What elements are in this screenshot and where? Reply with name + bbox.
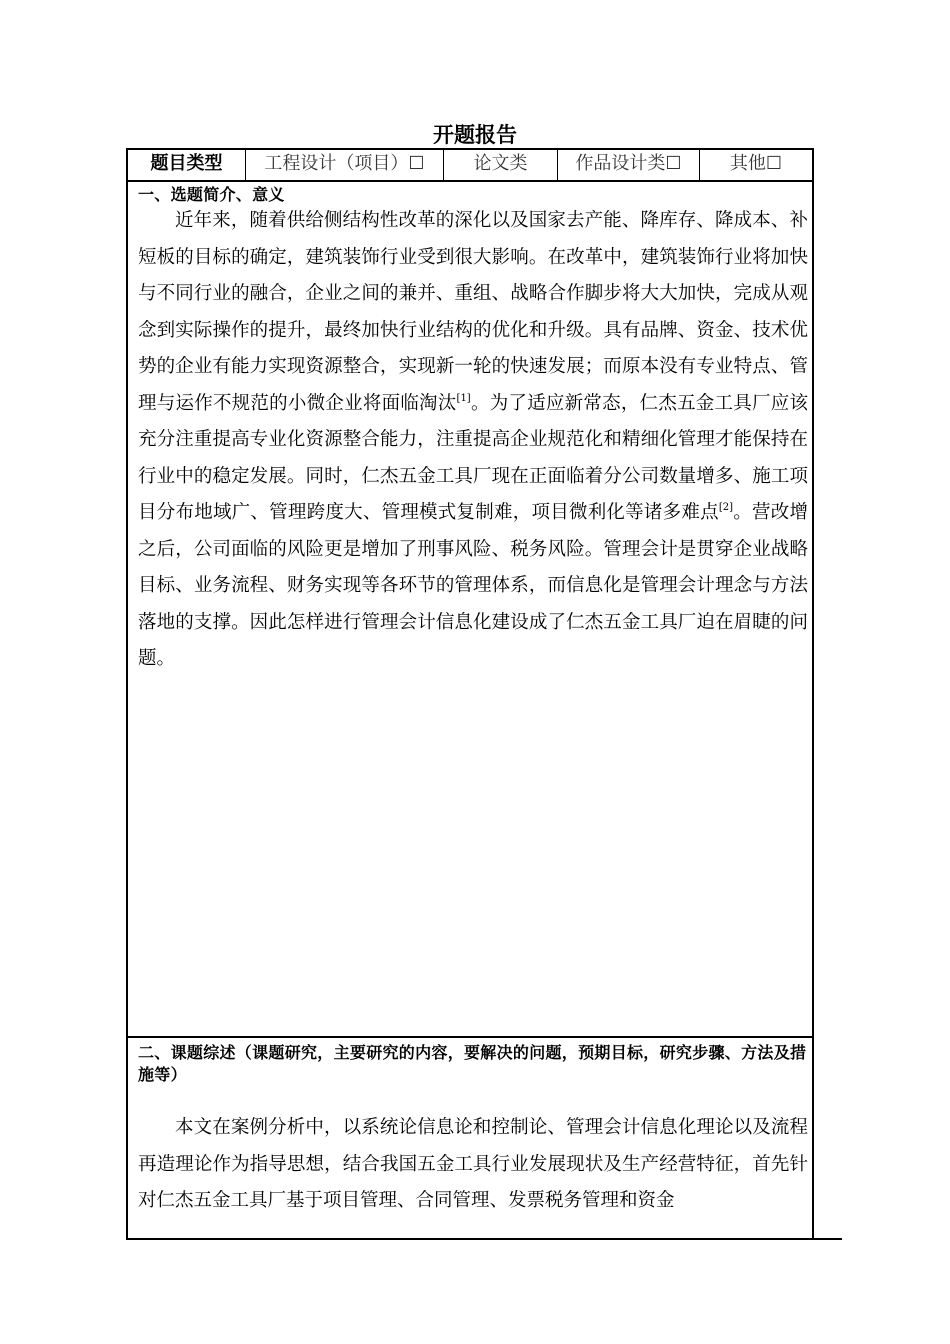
section-paragraph xyxy=(138,203,808,678)
footnote-rule xyxy=(814,1238,842,1240)
paragraph-text: 。营改增之后，公司面临的风险更是增加了刑事风险、税务风险。管理会计是贯穿企业战略目标、业务流程、财务实现等各环节的管理体系，而信息化是管理会计理念与方法落地的支撑。因此怎样进行管理会计信息化建设成了仁杰五金工具厂迫在眉睫的问题。 xyxy=(138,502,808,669)
paragraph-text: 。为了适应新常态，仁杰五金工具厂应该充分注重提高专业化资源整合能力，注重提高企业规范化和精细化管理才能保持在行业中的稳定发展。同时，仁杰五金工具厂现在正面临着分公司数量增多、施工项目分布地域广、管理跨度大、管理模式复制难，项目微利化等诸多难点 xyxy=(138,392,808,523)
option-work-design: 作品设计类☐ xyxy=(558,150,700,180)
section-paragraph: 本文在案例分析中，以系统论信息论和控制论、管理会计信息化理论以及流程再造理论作为指导思想，结合我国五金工具行业发展现状及生产经营特征，首先针对仁杰五金工具厂基于项目管理、合同管理、发票税务管理和资金 xyxy=(138,1117,808,1211)
section-heading: 二、课题综述（课题研究，主要研究的内容，要解决的问题，预期目标，研究步骤、方法及措施等） xyxy=(138,1043,807,1084)
topic-type-row xyxy=(128,150,812,182)
section-heading: 一、选题简介、意义 xyxy=(138,185,285,204)
topic-type-label: 题目类型 xyxy=(128,150,246,180)
option-other: 其他☐ xyxy=(729,153,783,174)
section-topic-review xyxy=(128,1038,812,1238)
section-topic-intro xyxy=(128,182,812,1038)
page-title: 开题报告 xyxy=(433,123,517,147)
option-engineering-design: 工程设计（项目）☐ xyxy=(246,150,444,180)
report-table xyxy=(126,148,814,1240)
paragraph-text: 近年来，随着供给侧结构性改革的深化以及国家去产能、降库存、降成本、补短板的目标的确定，建筑装饰行业受到很大影响。在改革中，建筑装饰行业将加快与不同行业的融合，企业之间的兼并、重组、战略合作脚步将大大加快，完成从观念到实际操作的提升，最终加快行业结构的优化和升级。具有品牌、资金、技术优势的企业有能力实现资源整合，实现新一轮的快速发展；而原本没有专业特点、管理与运作不规范的小微企业将面临淘汰 xyxy=(138,210,808,414)
option-thesis: 论文类 xyxy=(444,150,558,180)
citation-ref: [2] xyxy=(718,502,734,513)
citation-ref: [1] xyxy=(456,392,471,404)
